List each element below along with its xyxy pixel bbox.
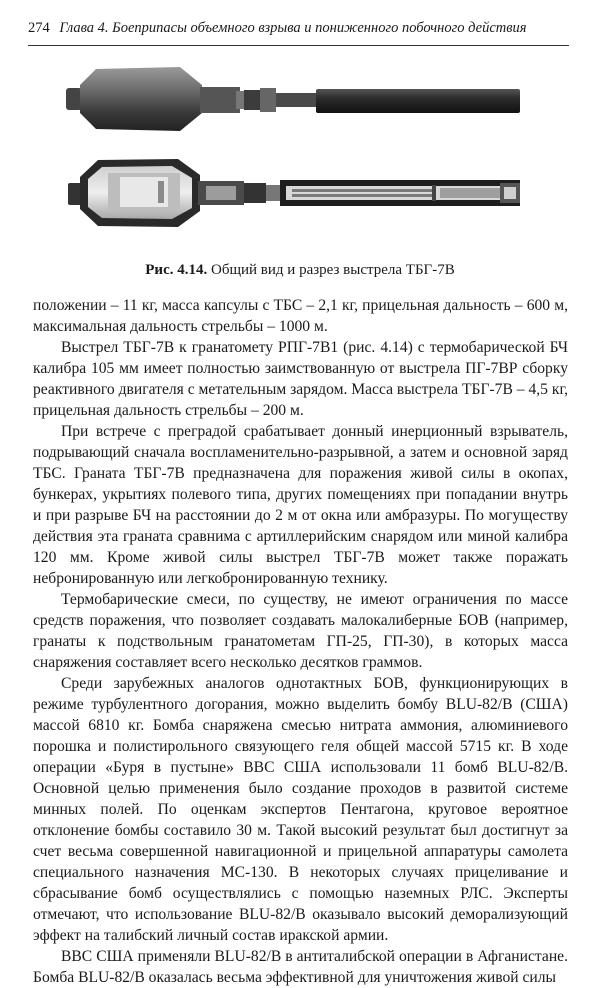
grenade-cross-section xyxy=(68,159,520,227)
paragraph: ВВС США применяли BLU-82/B в антиталибской операции в Афганистане. Бомба BLU-82/B оказалась весьма эффективной для уничтожения живой силы xyxy=(33,948,568,986)
grenade-illustration xyxy=(60,55,550,255)
figure-caption xyxy=(0,262,600,279)
header-rule xyxy=(28,45,569,46)
figure-caption-label: Рис. 4.14. xyxy=(145,262,208,278)
running-header xyxy=(28,20,568,37)
chapter-title: Глава 4. Боеприпасы объемного взрыва и пониженного побочного действия xyxy=(59,20,527,36)
figure-tbg7v xyxy=(60,55,550,255)
figure-caption-text: Общий вид и разрез выстрела ТБГ-7В xyxy=(210,262,455,278)
paragraph: Термобарические смеси, по существу, не имеют ограничения по массе средств поражения, что позволяет создавать малокалиберные БОВ (например, гранаты к подствольным гранатометам ГП-25, ГП-30), в которых масса снаряжения составляет всего несколько десятков граммов. xyxy=(33,591,568,671)
paragraph: При встрече с преградой срабатывает донный инерционный взрыватель, подрывающий сначала воспламенительно-разрывной, а затем и основной заряд ТБС. Граната ТБГ-7В предназначена для поражения живой силы в окопах, бункерах, укрытиях полевого типа, других помещениях при попадании внутрь и при разрыве БЧ на расстоянии до 2 м от окна или амбразуры. По могуществу действия эта граната сравнима с артиллерийским снарядом или миной калибра 120 мм. Кроме живой силы выстрел ТБГ-7В может также поражать небронированную или легкобронированную технику. xyxy=(33,423,568,587)
page-number: 274 xyxy=(28,20,50,36)
paragraph: Среди зарубежных аналогов однотактных БОВ, функционирующих в режиме турбулентного догорания, можно выделить бомбу BLU-82/B (США) массой 6810 кг. Бомба снаряжена смесью нитрата аммония, алюминиевого порошка и полистирольного связующего геля общей массой 5715 кг. В ходе операции «Буря в пустыне» ВВС США использовали 11 бомб BLU-82/B. Основной целью применения было создание проходов в развитой системе минных полей. По оценкам экспертов Пентагона, круговое вероятное отклонение бомбы составило 30 м. Такой высокий результат был достигнут за счет весьма совершенной навигационной и прицельной аппаратуры самолета специального назначения МС-130. В некоторых случаях прицеливание и сбрасывание бомб осуществлялись с помощью наземных РЛС. Эксперты отмечают, что использование BLU-82/B оказывало высокий деморализующий эффект на талибский личный состав иракской армии. xyxy=(33,675,568,944)
body-text xyxy=(33,295,568,988)
paragraph: положении – 11 кг, масса капсулы с ТБС – 2,1 кг, прицельная дальность – 600 м, максимальная дальность стрельбы – 1000 м. xyxy=(33,297,568,335)
grenade-general-view xyxy=(66,67,520,131)
paragraph: Выстрел ТБГ-7В к гранатомету РПГ-7В1 (рис. 4.14) с термобарической БЧ калибра 105 мм имеет полностью заимствованную от выстрела ПГ-7ВР сборку реактивного двигателя с метательным зарядом. Масса выстрела ТБГ-7В – 4,5 кг, прицельная дальность стрельбы – 200 м. xyxy=(33,339,568,419)
